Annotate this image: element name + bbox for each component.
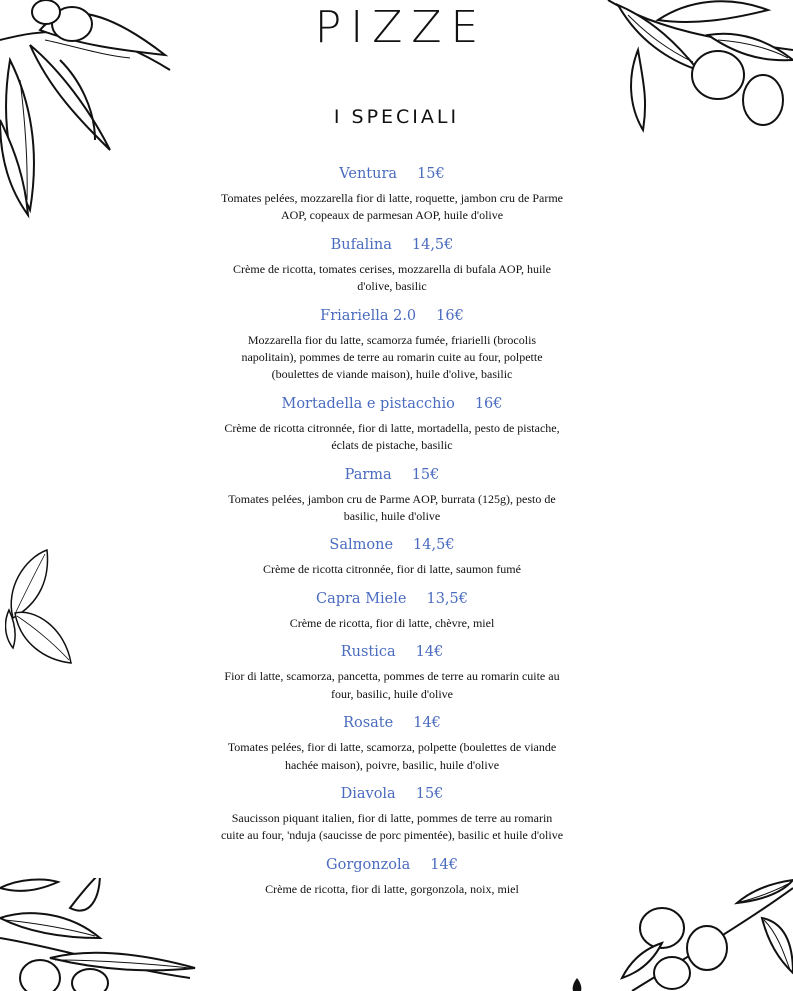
menu-item-name: Parma xyxy=(344,466,392,483)
menu-item-description: Crème de ricotta, fior di latte, gorgonzola, noix, miel xyxy=(265,881,519,896)
menu-item xyxy=(220,535,564,578)
menu-item-description: Mozzarella fior du latte, scamorza fumée, friarielli (brocolis napolitain), pommes de terre au romarin cuite au four, polpette (boulettes de viande maison), huile d'olive, basilic xyxy=(241,332,543,382)
small-leaf-bottom-icon xyxy=(570,978,584,991)
menu-item-price: 15€ xyxy=(415,785,444,802)
menu-item xyxy=(220,235,564,296)
menu-item-heading xyxy=(220,306,564,326)
menu-item xyxy=(220,642,564,703)
menu-item-name: Salmone xyxy=(329,537,394,554)
menu-item-description: Crème de ricotta, fior di latte, chèvre, miel xyxy=(289,615,495,630)
menu-item xyxy=(220,465,564,526)
menu-item-name: Bufalina xyxy=(330,236,392,253)
menu-item-name: Rustica xyxy=(340,644,396,661)
menu-item xyxy=(220,306,564,384)
menu-item-price: 16€ xyxy=(474,395,503,412)
menu-item-price: 15€ xyxy=(417,166,445,182)
menu-item-name: Mortadella e pistacchio xyxy=(281,395,455,412)
menu-item xyxy=(220,589,564,632)
menu-item-description: Crème de ricotta, tomates cerises, mozzarella di bufala AOP, huile d'olive, basilic xyxy=(233,261,551,294)
menu-item-name: Rosate xyxy=(343,715,394,732)
menu-item-heading xyxy=(220,535,564,555)
menu-item-description: Tomates pelées, fior di latte, scamorza, polpette (boulettes de viande hachée maison), poivre, basilic, huile d'olive xyxy=(227,740,557,772)
menu-list xyxy=(220,164,564,908)
menu-item-heading xyxy=(220,784,564,804)
menu-item-heading xyxy=(220,164,564,184)
menu-item-heading xyxy=(220,589,564,609)
menu-item xyxy=(220,713,564,774)
section-title: I SPECIALI xyxy=(333,106,460,128)
basil-leaf-left-icon xyxy=(5,548,75,666)
menu-item-price: 13,5€ xyxy=(426,590,468,607)
menu-item-price: 14€ xyxy=(430,856,458,873)
menu-item-price: 14€ xyxy=(413,715,441,732)
menu-item-heading xyxy=(220,642,564,662)
menu-item-price: 16€ xyxy=(436,307,464,324)
menu-item xyxy=(220,855,564,898)
menu-item-name: Gorgonzola xyxy=(326,856,411,873)
menu-item xyxy=(220,394,564,455)
menu-item-heading xyxy=(220,235,564,255)
menu-item-heading xyxy=(220,855,564,875)
olive-branch-bottom-right-icon xyxy=(612,878,793,991)
menu-item-name: Ventura xyxy=(339,166,398,182)
menu-item-description: Crème de ricotta citronnée, fior di latte, mortadella, pesto de pistache, éclats de pistache, basilic xyxy=(224,420,560,453)
menu-item-price: 14€ xyxy=(415,644,444,661)
menu-item-description: Saucisson piquant italien, fior di latte, pommes de terre au romarin cuite au four, 'nduja (saucisse de porc pimentée), basilic et huile d'olive xyxy=(220,810,564,843)
menu-item-description: Tomates pelées, mozzarella fior di latte, roquette, jambon cru de Parme AOP, copeaux de parmesan AOP, huile d'olive xyxy=(220,191,564,223)
menu-item-price: 15€ xyxy=(411,466,440,483)
menu-item-name: Friariella 2.0 xyxy=(320,307,417,324)
menu-item-price: 14,5€ xyxy=(413,537,455,554)
menu-item-heading xyxy=(220,394,564,414)
olive-branch-bottom-left-icon xyxy=(0,878,200,991)
menu-item-heading xyxy=(220,465,564,485)
menu-item-name: Diavola xyxy=(340,785,396,802)
menu-item-description: Fior di latte, scamorza, pancetta, pommes de terre au romarin cuite au four, basilic, huile d'olive xyxy=(224,669,560,701)
menu-item-description: Crème de ricotta citronnée, fior di latte, saumon fumé xyxy=(263,562,521,577)
menu-item-description: Tomates pelées, jambon cru de Parme AOP, burrata (125g), pesto de basilic, huile d'olive xyxy=(228,491,556,524)
menu-item xyxy=(220,784,564,845)
menu-item-price: 14,5€ xyxy=(411,236,454,253)
menu-item xyxy=(220,164,564,225)
menu-item-name: Capra Miele xyxy=(315,590,407,607)
page-title: PIZZE xyxy=(314,2,488,53)
menu-item-heading xyxy=(220,713,564,733)
